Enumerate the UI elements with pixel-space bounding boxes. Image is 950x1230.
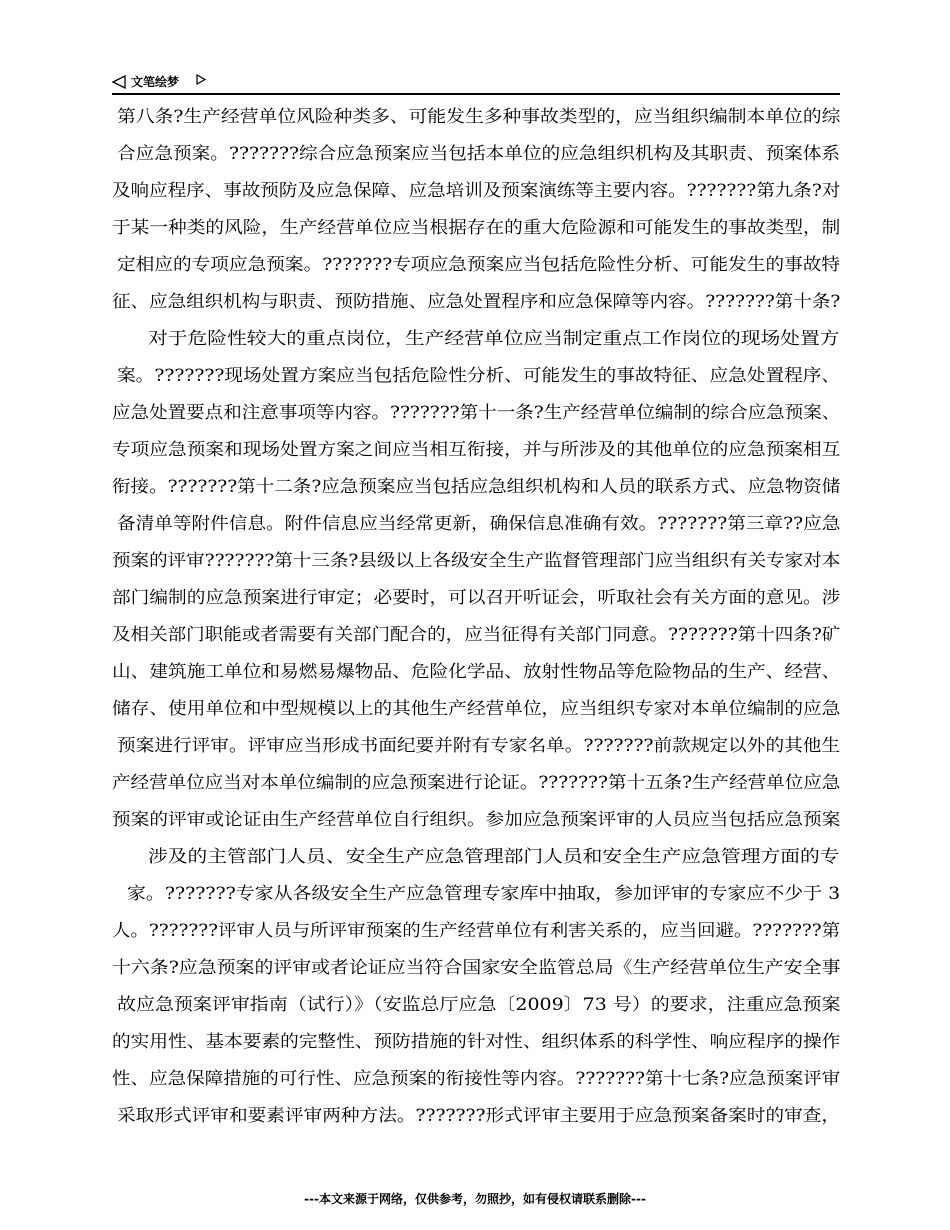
text-line: 人。???????评审人员与所评审预案的生产经营单位有利害关系的，应当回避。???????第 [112, 921, 841, 941]
text-line: 涉及的主管部门人员、安全生产应急管理部门人员和安全生产应急管理方面的专 [148, 847, 840, 867]
text-line: 第八条?生产经营单位风险种类多、可能发生多种事故类型的，应当组织编制本单位的综 [117, 107, 841, 127]
text-line: 及响应程序、事故预防及应急保障、应急培训及预案演练等主要内容。???????第九条?对 [112, 181, 841, 201]
text-line: 备清单等附件信息。附件信息应当经常更新，确保信息准确有效。???????第三章??应急 [117, 514, 841, 534]
text-line: 案。???????现场处置方案应当包括危险性分析、可能发生的事故特征、应急处置程序、 [117, 366, 841, 386]
text-line: 故应急预案评审指南（试行）》（安监总厅应急〔2009〕73 号）的要求，注重应急预案 [117, 995, 841, 1015]
text-line: 产经营单位应当对本单位编制的应急预案进行论证。???????第十五条?生产经营单位应急 [112, 773, 841, 793]
text-line: 专项应急预案和现场处置方案之间应当相互衔接，并与所涉及的其他单位的应急预案相互 [112, 440, 841, 460]
header-title: 文笔绘梦 [131, 75, 180, 89]
text-line: 预案的评审或论证由生产经营单位自行组织。参加应急预案评审的人员应当包括应急预案 [112, 810, 841, 830]
text-line: 的实用性、基本要素的完整性、预防措施的针对性、组织体系的科学性、响应程序的操作 [112, 1032, 841, 1052]
text-line: 部门编制的应急预案进行审定；必要时，可以召开听证会，听取社会有关方面的意见。涉 [112, 588, 841, 608]
text-line: 对于危险性较大的重点岗位，生产经营单位应当制定重点工作岗位的现场处置方 [148, 329, 840, 349]
text-line: 家。???????专家从各级安全生产应急管理专家库中抽取，参加评审的专家应不少于 3 [127, 884, 841, 904]
text-line: 采取形式评审和要素评审两种方法。???????形式评审主要用于应急预案备案时的审查， [117, 1106, 841, 1126]
text-line: 山、建筑施工单位和易燃易爆物品、危险化学品、放射性物品等危险物品的生产、经营、 [112, 662, 841, 682]
text-line: 应急处置要点和注意事项等内容。???????第十一条?生产经营单位编制的综合应急预案、 [112, 403, 841, 423]
text-line: 及相关部门职能或者需要有关部门配合的，应当征得有关部门同意。???????第十四条?矿 [112, 625, 841, 645]
page-footer: ---本文来源于网络，仅供参考，勿照抄，如有侵权请联系删除--- [304, 1192, 646, 1206]
text-line: 征、应急组织机构与职责、预防措施、应急处置程序和应急保障等内容。???????第十条? [112, 292, 841, 312]
text-line: 十六条?应急预案的评审或者论证应当符合国家安全监管总局《生产经营单位生产安全事 [112, 958, 841, 978]
text-line: 预案的评审???????第十三条?县级以上各级安全生产监督管理部门应当组织有关专家对本 [112, 551, 841, 571]
text-line: 定相应的专项应急预案。???????专项应急预案应当包括危险性分析、可能发生的事故特 [117, 255, 841, 275]
text-line: 预案进行评审。评审应当形成书面纪要并附有专家名单。???????前款规定以外的其他生 [117, 736, 841, 756]
text-line: 合应急预案。???????综合应急预案应当包括本单位的应急组织机构及其职责、预案体系 [117, 144, 841, 164]
text-line: 性、应急保障措施的可行性、应急预案的衔接性等内容。???????第十七条?应急预案评审 [112, 1069, 841, 1089]
text-line: 储存、使用单位和中型规模以上的其他生产经营单位，应当组织专家对本单位编制的应急 [112, 699, 841, 719]
text-line: 衔接。???????第十二条?应急预案应当包括应急组织机构和人员的联系方式、应急物资储 [112, 477, 841, 497]
text-line: 于某一种类的风险，生产经营单位应当根据存在的重大危险源和可能发生的事故类型，制 [112, 218, 841, 238]
